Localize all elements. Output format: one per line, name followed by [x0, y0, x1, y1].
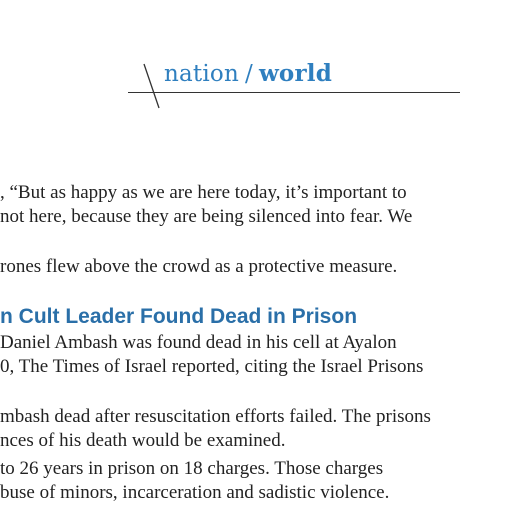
article-line: to 26 years in prison on 18 charges. Those charges	[0, 458, 384, 479]
article-line: buse of minors, incarceration and sadistic violence.	[0, 482, 390, 503]
paragraph-line: , “But as happy as we are here today, it’s important to	[0, 182, 407, 203]
section-slash-decoration	[128, 58, 168, 110]
paragraph-line: rones flew above the crowd as a protective measure.	[0, 256, 398, 277]
article-line: Daniel Ambash was found dead in his cell at Ayalon	[0, 332, 397, 353]
section-rule	[128, 92, 460, 93]
section-nation: nation	[164, 61, 239, 87]
section-separator: /	[244, 61, 253, 87]
section-label	[164, 60, 332, 87]
article-headline: n Cult Leader Found Dead in Prison	[0, 305, 358, 328]
article-line: 0, The Times of Israel reported, citing the Israel Prisons	[0, 356, 424, 377]
section-world: world	[258, 60, 333, 87]
article-line: nces of his death would be examined.	[0, 430, 286, 451]
section-header	[128, 58, 460, 106]
article-line: mbash dead after resuscitation efforts failed. The prisons	[0, 406, 431, 427]
paragraph-line: not here, because they are being silenced into fear. We	[0, 206, 413, 227]
